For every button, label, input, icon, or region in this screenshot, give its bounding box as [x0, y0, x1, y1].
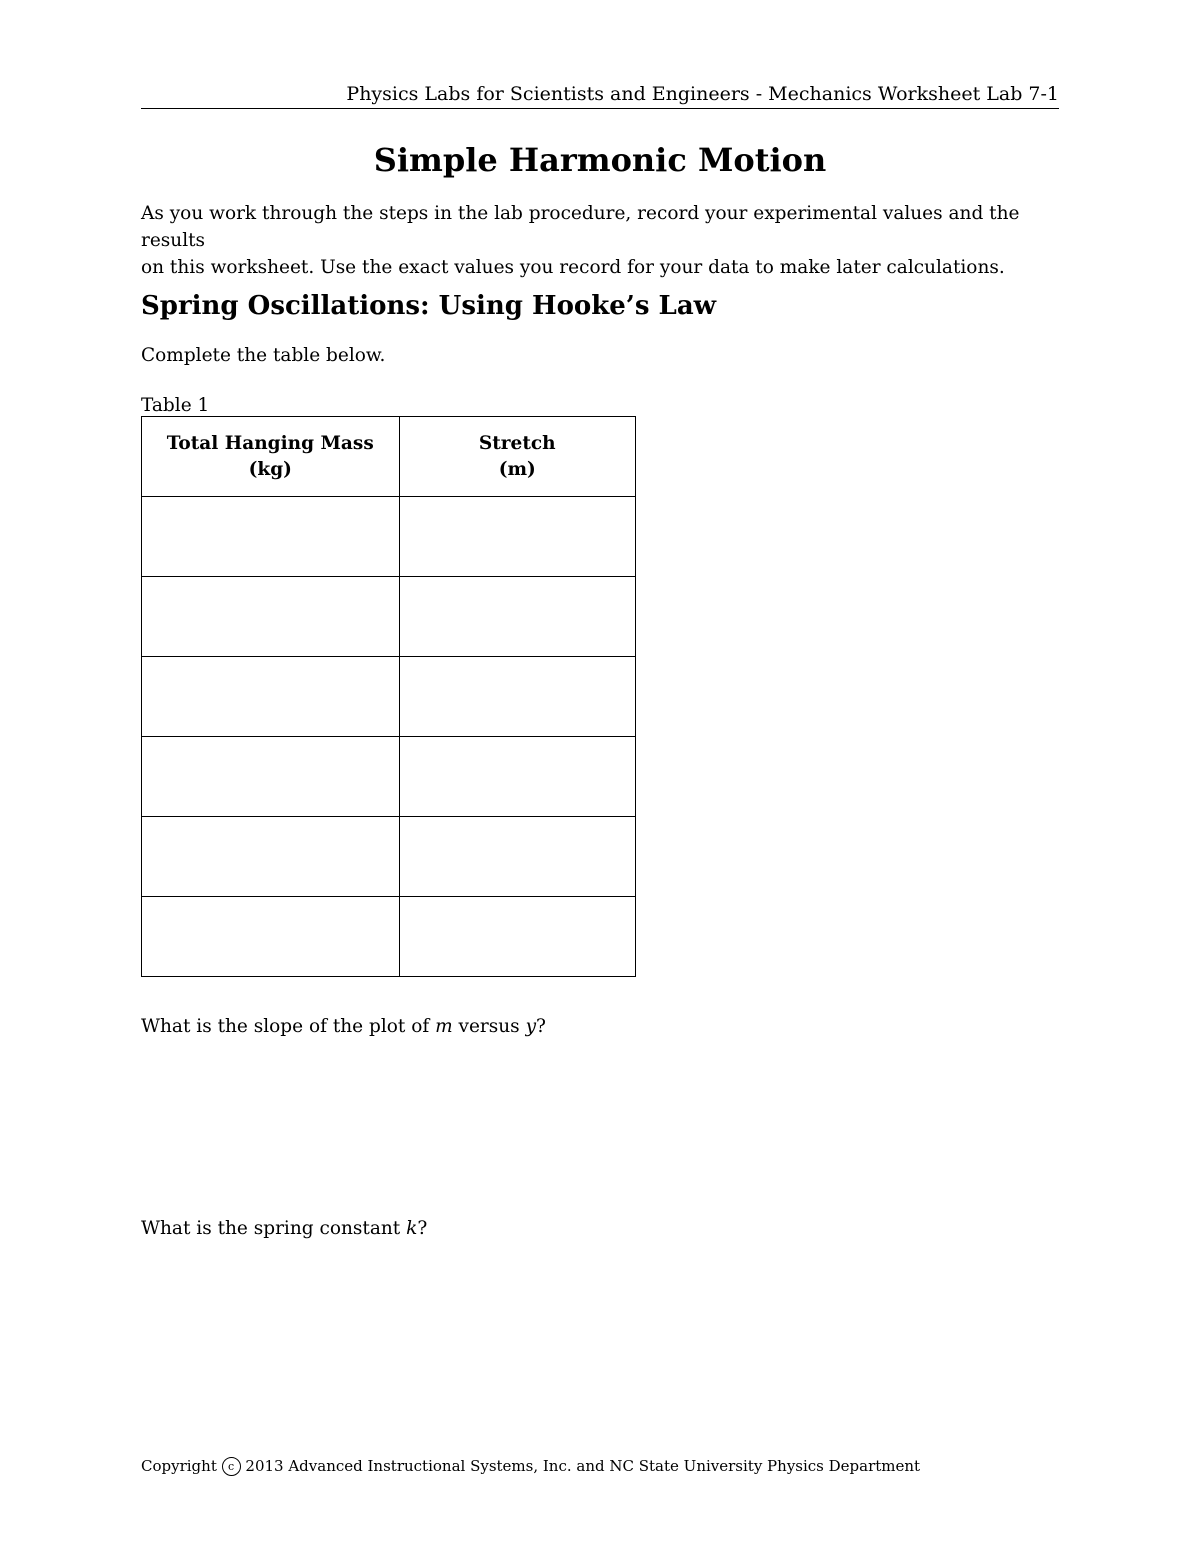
slope-question [141, 1013, 546, 1040]
running-header [141, 80, 1059, 109]
table-caption: Table 1 [141, 395, 210, 416]
column-header-stretch [399, 417, 635, 497]
table-row [142, 737, 636, 817]
table-row [142, 897, 636, 977]
copyright-footer [141, 1455, 920, 1478]
variable-m: m [435, 1016, 453, 1037]
copyright-text: 2013 Advanced Instructional Systems, Inc. and NC State University Physics Department [245, 1457, 921, 1475]
stretch-cell[interactable] [399, 897, 635, 977]
copyright-icon: c [222, 1457, 241, 1476]
document-title: Simple Harmonic Motion [373, 141, 827, 179]
mass-cell[interactable] [142, 577, 400, 657]
spring-constant-question-prefix: What is the spring constant [141, 1218, 407, 1239]
spring-constant-question [141, 1215, 427, 1242]
section-heading: Spring Oscillations: Using Hooke’s Law [141, 291, 717, 321]
intro-line-1: As you work through the steps in the lab procedure, record your experimental values and the results [141, 203, 1020, 251]
mass-cell[interactable] [142, 657, 400, 737]
table-row [142, 497, 636, 577]
variable-y: y [525, 1016, 537, 1037]
intro-line-2: on this worksheet. Use the exact values you record for your data to make later calculations. [141, 257, 1005, 278]
table-header-row [142, 417, 636, 497]
stretch-cell[interactable] [399, 657, 635, 737]
running-header-text: Physics Labs for Scientists and Engineers - Mechanics Worksheet Lab 7-1 [346, 83, 1059, 105]
mass-cell[interactable] [142, 497, 400, 577]
mass-cell[interactable] [142, 737, 400, 817]
data-table [141, 416, 636, 977]
stretch-cell[interactable] [399, 577, 635, 657]
variable-k: k [406, 1218, 418, 1239]
slope-question-suffix: ? [536, 1016, 546, 1037]
stretch-cell[interactable] [399, 497, 635, 577]
intro-paragraph [141, 200, 1061, 281]
mass-cell[interactable] [142, 897, 400, 977]
stretch-cell[interactable] [399, 737, 635, 817]
column-header-stretch-label: Stretch [478, 432, 556, 454]
column-header-mass [142, 417, 400, 497]
table-row [142, 657, 636, 737]
stretch-cell[interactable] [399, 817, 635, 897]
table-row [142, 577, 636, 657]
spring-constant-question-suffix: ? [417, 1218, 428, 1239]
slope-question-prefix: What is the slope of the plot of [141, 1016, 436, 1037]
table-instruction: Complete the table below. [141, 345, 386, 366]
table-row [142, 817, 636, 897]
column-header-mass-label: Total Hanging Mass [166, 432, 374, 454]
mass-cell[interactable] [142, 817, 400, 897]
column-header-mass-unit: (kg) [248, 458, 292, 480]
column-header-stretch-unit: (m) [498, 458, 536, 480]
slope-question-middle: versus [452, 1016, 526, 1037]
copyright-word: Copyright [141, 1457, 217, 1475]
